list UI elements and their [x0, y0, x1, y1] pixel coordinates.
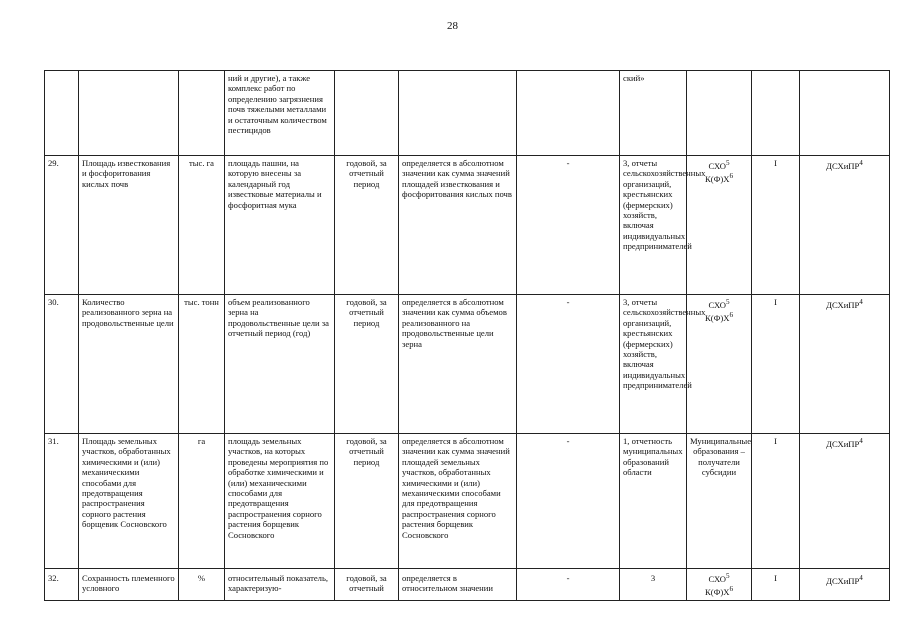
form-code-1: СХО: [708, 573, 726, 584]
cell-dash: -: [517, 156, 620, 295]
cell-form: [687, 71, 752, 156]
footnote-mark: 4: [859, 437, 863, 445]
cell-dest: [800, 295, 890, 434]
cell-one: I: [752, 569, 800, 601]
cell-definition: относительный показатель, характеризую-: [225, 569, 335, 601]
cell-method: определяется в относительном значении: [399, 569, 517, 601]
cell-one: I: [752, 295, 800, 434]
cell-method: определяется в абсолютном значении как сумма значений площадей земельных участков, обработанных химическими и (или) механическими способами для предотвращения распространения сорного растения борщевик Сосновского: [399, 434, 517, 569]
form-code-1: СХО: [708, 299, 726, 310]
footnote-mark: 6: [729, 311, 734, 320]
cell-dest: [800, 569, 890, 601]
cell-dash: [517, 71, 620, 156]
cell-name: Площадь известкования и фосфоритования кислых почв: [79, 156, 179, 295]
cell-unit: тыс. тонн: [179, 295, 225, 434]
cell-num: [45, 71, 79, 156]
cell-dest: [800, 156, 890, 295]
footnote-mark: 4: [859, 574, 863, 582]
table-row: [45, 434, 890, 569]
cell-source: ский»: [620, 71, 687, 156]
cell-num: 29.: [45, 156, 79, 295]
dest-label: ДСХиПР: [826, 575, 860, 586]
footnote-mark: 6: [729, 585, 734, 594]
form-code-1: СХО: [708, 160, 726, 171]
cell-source: 3, отчеты сельскохозяйственных организаций, крестьянских (фермерских) хозяйств, включая индивидуальных предпринимателей: [620, 156, 687, 295]
table-row: [45, 295, 890, 434]
table-row: [45, 569, 890, 601]
footnote-mark: 4: [859, 159, 863, 167]
indicators-table: [44, 70, 890, 601]
dest-label: ДСХиПР: [826, 299, 860, 310]
cell-source: 3: [620, 569, 687, 601]
cell-method: [399, 71, 517, 156]
cell-definition: объем реализованного зерна на продовольственные цели за отчетный период (год): [225, 295, 335, 434]
cell-one: I: [752, 434, 800, 569]
cell-num: 32.: [45, 569, 79, 601]
cell-one: [752, 71, 800, 156]
dest-label: ДСХиПР: [826, 438, 860, 449]
form-code-2: К(Ф)Х: [704, 313, 730, 324]
cell-num: 31.: [45, 434, 79, 569]
cell-period: годовой, за отчетный: [335, 569, 399, 601]
cell-dest: [800, 434, 890, 569]
footnote-mark: 5: [725, 298, 730, 306]
cell-unit: га: [179, 434, 225, 569]
cell-dash: -: [517, 434, 620, 569]
footnote-mark: 5: [725, 572, 730, 580]
cell-name: Сохранность племенного условного: [79, 569, 179, 601]
table-row: [45, 156, 890, 295]
cell-name: [79, 71, 179, 156]
cell-source: 1, отчетность муниципальных образований области: [620, 434, 687, 569]
dest-label: ДСХиПР: [826, 160, 860, 171]
cell-unit: %: [179, 569, 225, 601]
cell-period: годовой, за отчетный период: [335, 156, 399, 295]
table-row-continuation: [45, 71, 890, 156]
cell-one: I: [752, 156, 800, 295]
page-number: 28: [447, 20, 458, 32]
cell-method: определяется в абсолютном значении как сумма значений площадей известкования и фосфоритования кислых почв: [399, 156, 517, 295]
cell-name: Количество реализованного зерна на продовольственные цели: [79, 295, 179, 434]
cell-unit: [179, 71, 225, 156]
form-code-2: К(Ф)Х: [704, 174, 730, 185]
cell-unit: тыс. га: [179, 156, 225, 295]
cell-method: определяется в абсолютном значении как сумма объемов реализованного на продовольственные цели зерна: [399, 295, 517, 434]
cell-source: 3, отчеты сельскохозяйственных организаций, крестьянских (фермерских) хозяйств, включая индивидуальных предпринимателей: [620, 295, 687, 434]
cell-period: годовой, за отчетный период: [335, 295, 399, 434]
cell-period: [335, 71, 399, 156]
form-code-2: К(Ф)Х: [704, 587, 730, 598]
cell-dest: [800, 71, 890, 156]
cell-definition: площадь пашни, на которую внесены за календарный год известковые материалы и фосфоритная мука: [225, 156, 335, 295]
cell-form: Муниципальные образования – получатели субсидии: [687, 434, 752, 569]
cell-definition: площадь земельных участков, на которых проведены мероприятия по обработке химическими и (или) механическими способами для предотвращения распространения сорного растения борщевик Сосновского: [225, 434, 335, 569]
cell-definition: ний и другие), а также комплекс работ по определению загрязнения почв тяжелыми металлами и остаточным количеством пестицидов: [225, 71, 335, 156]
cell-num: 30.: [45, 295, 79, 434]
cell-period: годовой, за отчетный период: [335, 434, 399, 569]
footnote-mark: 6: [729, 172, 734, 181]
footnote-mark: 5: [725, 159, 730, 167]
cell-dash: -: [517, 295, 620, 434]
cell-dash: -: [517, 569, 620, 601]
cell-form: [687, 569, 752, 601]
footnote-mark: 4: [859, 298, 863, 306]
cell-name: Площадь земельных участков, обработанных химическими и (или) механическими способами для предотвращения распространения сорного растения борщевик Сосновского: [79, 434, 179, 569]
